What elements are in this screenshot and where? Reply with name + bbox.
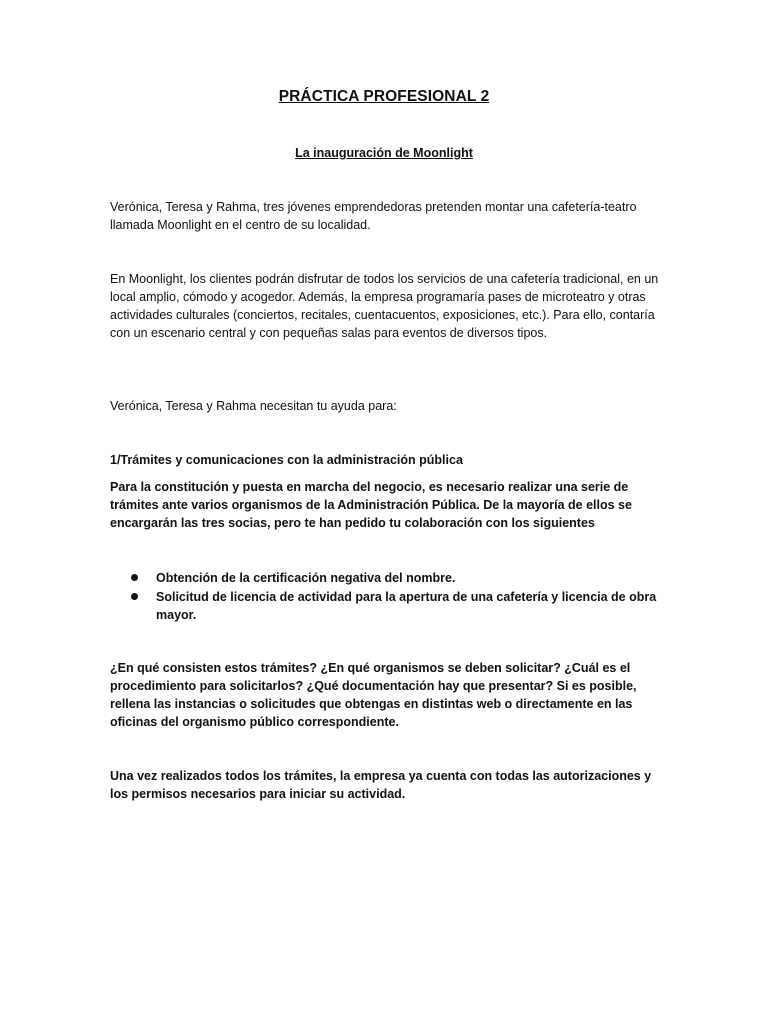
list-item xyxy=(110,588,670,624)
list-item-text: Solicitud de licencia de actividad para la apertura de una cafetería y licencia de obra mayor. xyxy=(156,590,657,622)
paragraph-procedures: Para la constitución y puesta en marcha del negocio, es necesario realizar una serie de trámites ante varios organismos de la Administración Pública. De la mayoría de ellos se encargarán las tres socias, pero te han pedido tu colaboración con los siguientes xyxy=(110,480,632,530)
paragraph-questions: ¿En qué consisten estos trámites? ¿En qué organismos se deben solicitar? ¿Cuál es el procedimiento para solicitarlos? ¿Qué documentación hay que presentar? Si es posible, rellena las instancias o solicitudes que obtengas en distintas web o directamente en las oficinas del organismo público correspondiente. xyxy=(110,661,637,729)
list-item-text: Obtención de la certificación negativa del nombre. xyxy=(156,571,456,585)
paragraph-description: En Moonlight, los clientes podrán disfrutar de todos los servicios de una cafetería tradicional, en un local amplio, cómodo y acogedor. Además, la empresa programaría pases de microteatro y otras actividades culturales (conciertos, recitales, cuentacuentos, exposiciones, etc.). Para ello, contaría con un escenario central y con pequeñas salas para eventos de diversos tipos. xyxy=(110,272,659,340)
list-item xyxy=(110,569,670,587)
document-subtitle: La inauguración de Moonlight xyxy=(295,146,473,160)
bullet-list xyxy=(110,569,670,625)
section-heading: 1/Trámites y comunicaciones con la administración pública xyxy=(110,453,463,467)
bullet-icon xyxy=(131,593,138,600)
document-title: PRÁCTICA PROFESIONAL 2 xyxy=(278,88,490,105)
paragraph-intro: Verónica, Teresa y Rahma, tres jóvenes emprendedoras pretenden montar una cafetería-teatro llamada Moonlight en el centro de su localidad. xyxy=(110,200,637,232)
bullet-icon xyxy=(131,574,138,581)
paragraph-conclusion: Una vez realizados todos los trámites, la empresa ya cuenta con todas las autorizaciones y los permisos necesarios para iniciar su actividad. xyxy=(110,769,652,801)
paragraph-request: Verónica, Teresa y Rahma necesitan tu ayuda para: xyxy=(110,399,397,413)
